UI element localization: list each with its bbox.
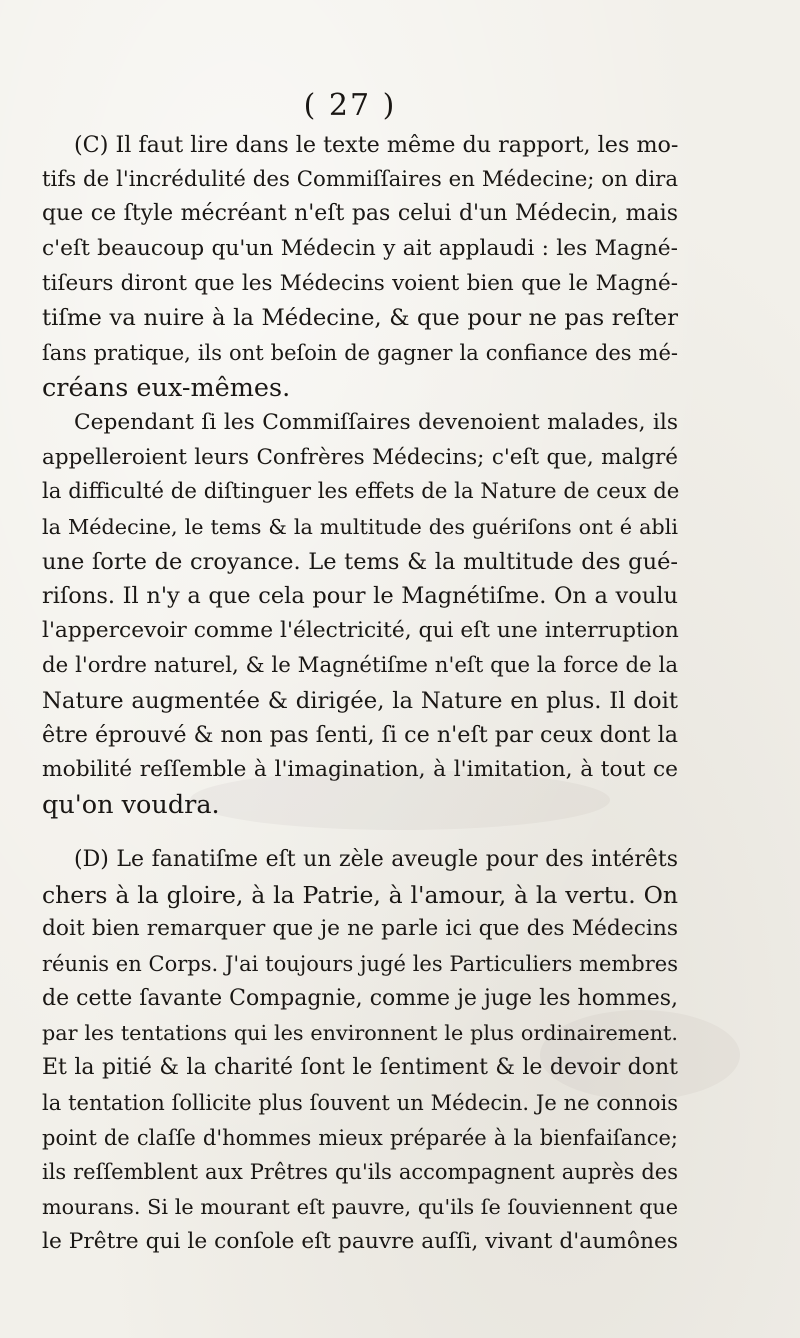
text-line: riſons. Il n'y a que cela pour le Magnétiſme. On a voulu [42, 583, 678, 610]
text-line: doit bien remarquer que je ne parle ici que des Médecins [42, 916, 678, 942]
text-line: point de claſſe d'hommes mieux préparée à la bienfaiſance; [42, 1125, 678, 1150]
paragraph-note-d [42, 843, 678, 1259]
text-line: réunis en Corps. J'ai toujours jugé les Particuliers membres [42, 952, 678, 977]
text-line: (C) Il faut lire dans le texte même du rapport, les mo- [74, 132, 679, 158]
text-line: créans eux-mêmes. [42, 372, 291, 403]
page-number: ( 27 ) [303, 88, 397, 123]
text-line: la Médecine, le tems & la multitude des guériſons ont é abli [42, 515, 678, 540]
text-line: que ce ſtyle mécréant n'eſt pas celui d'un Médecin, mais [42, 201, 678, 227]
text-line: Et la pitié & la charité ſont le ſentiment & le devoir dont [42, 1055, 678, 1081]
text-line: tifs de l'incrédulité des Commiſſaires en Médecine; on dira [42, 166, 678, 192]
text-line: ſans pratique, ils ont beſoin de gagner la confiance des mé- [42, 341, 678, 366]
text-line: appelleroient leurs Confrères Médecins; c'eſt que, malgré [42, 444, 678, 470]
text-line: qu'on voudra. [42, 789, 220, 820]
text-line: tiſme va nuire à la Médecine, & que pour ne pas reſter [42, 305, 678, 332]
text-line: le Prêtre qui le conſole eſt pauvre auſſi, vivant d'aumônes [42, 1228, 678, 1254]
text-line: la tentation ſollicite plus ſouvent un Médecin. Je ne connois [42, 1090, 678, 1115]
text-line: de l'ordre naturel, & le Magnétiſme n'eſt que la force de la [42, 652, 678, 678]
text-line: être éprouvé & non pas ſenti, ſi ce n'eſt par ceux dont la [42, 722, 678, 749]
paragraph-cependant [42, 406, 678, 822]
text-line: ils reſſemblent aux Prêtres qu'ils accompagnent auprès des [42, 1160, 678, 1185]
text-line: l'appercevoir comme l'électricité, qui eſt une interruption [42, 618, 679, 644]
text-line: par les tentations qui les environnent le plus ordinairement. [42, 1021, 678, 1046]
text-line: Cependant ſi les Commiſſaires devenoient malades, ils [74, 410, 678, 435]
text-line: mourans. Si le mourant eſt pauvre, qu'ils ſe ſouviennent que [42, 1194, 678, 1219]
paragraph-note-c [42, 128, 678, 406]
text-line: une ſorte de croyance. Le tems & la multitude des gué- [42, 548, 678, 575]
text-line: chers à la gloire, à la Patrie, à l'amour, à la vertu. On [42, 880, 678, 909]
text-line: c'eſt beaucoup qu'un Médecin y ait applaudi : les Magné- [42, 236, 678, 262]
text-line: la difficulté de diſtinguer les effets de la Nature de ceux de [42, 479, 680, 505]
text-line: Nature augmentée & dirigée, la Nature en plus. Il doit [42, 687, 678, 714]
text-line: mobilité reſſemble à l'imagination, à l'imitation, à tout ce [42, 756, 678, 782]
text-line: (D) Le fanatiſme eſt un zèle aveugle pour des intérêts [74, 847, 678, 872]
text-line: tiſeurs diront que les Médecins voient bien que le Magné- [42, 270, 678, 296]
text-line: de cette ſavante Compagnie, comme je juge les hommes, [42, 985, 678, 1011]
